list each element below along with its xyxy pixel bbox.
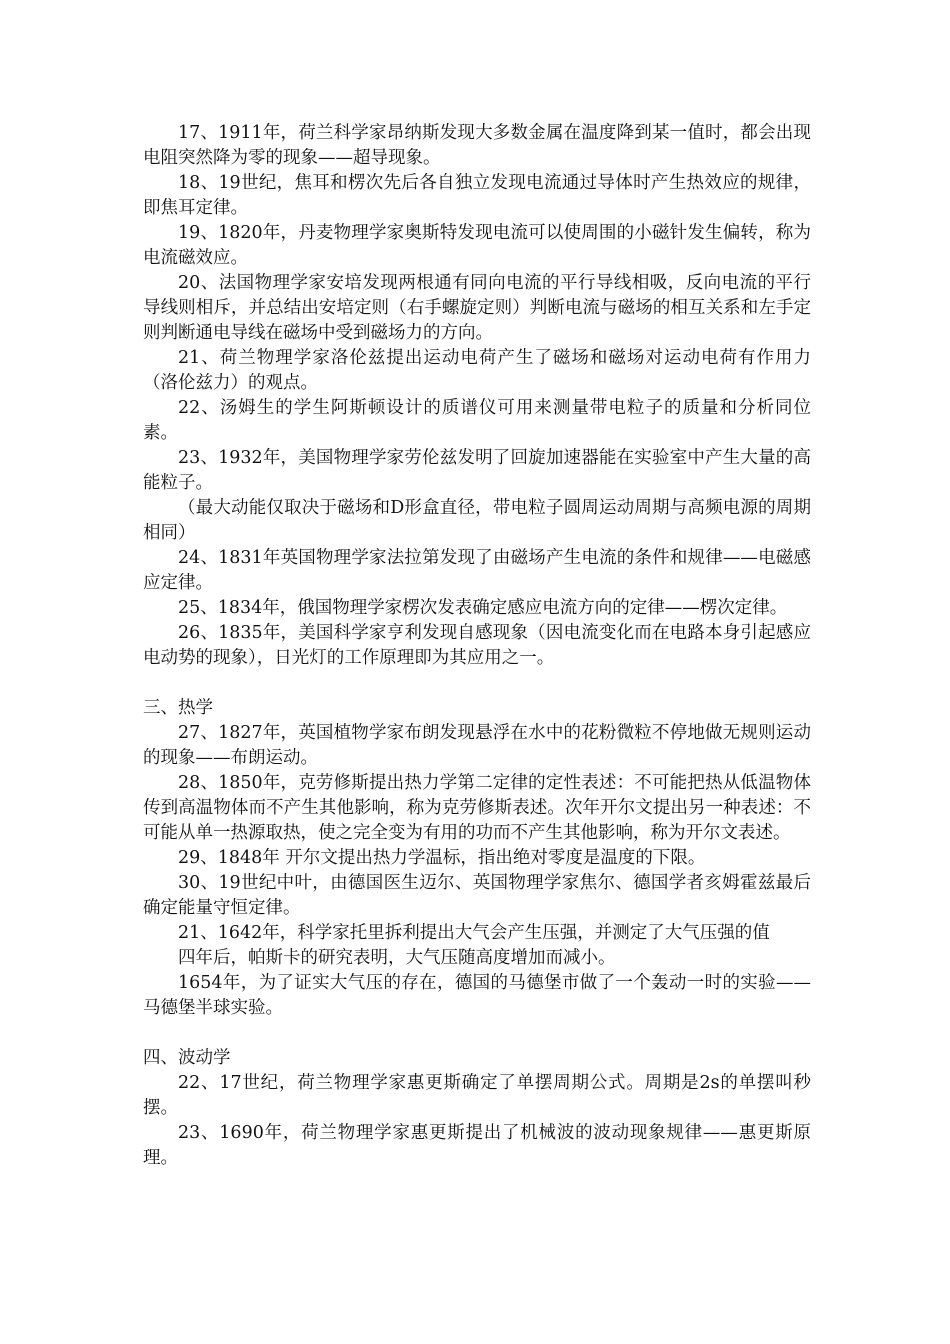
paragraph-23-note: （最大动能仅取决于磁场和D形盒直径，带电粒子圆周运动周期与高频电源的周期相同） — [143, 498, 811, 543]
paragraph-25: 25、1834年，俄国物理学家楞次发表确定感应电流方向的定律——楞次定律。 — [178, 598, 788, 618]
paragraph-24: 24、1831年英国物理学家法拉第发现了由磁场产生电流的条件和规律——电磁感应定律。 — [143, 548, 811, 593]
paragraph-pascal: 四年后，帕斯卡的研究表明，大气压随高度增加而减小。 — [178, 948, 616, 968]
paragraph-26: 26、1835年，美国科学家亨利发现自感现象（因电流变化而在电路本身引起感应电动势的现象），日光灯的工作原理即为其应用之一。 — [143, 623, 811, 668]
paragraph-21: 21、荷兰物理学家洛伦兹提出运动电荷产生了磁场和磁场对运动电荷有作用力（洛伦兹力）的观点。 — [143, 348, 811, 393]
paragraph-18: 18、19世纪，焦耳和楞次先后各自独立发现电流通过导体时产生热效应的规律，即焦耳定律。 — [143, 173, 811, 218]
paragraph-29: 29、1848年 开尔文提出热力学温标，指出绝对零度是温度的下限。 — [178, 848, 706, 868]
document-page — [143, 121, 811, 1171]
paragraph-17: 17、1911年，荷兰科学家昂纳斯发现大多数金属在温度降到某一值时，都会出现电阻突然降为零的现象——超导现象。 — [143, 123, 811, 168]
paragraph-21b: 21、1642年，科学家托里拆利提出大气会产生压强，并测定了大气压强的值 — [178, 923, 770, 943]
section-heading-waves: 四、波动学 — [143, 1048, 231, 1068]
paragraph-23: 23、1932年，美国物理学家劳伦兹发明了回旋加速器能在实验室中产生大量的高能粒子。 — [143, 448, 811, 493]
paragraph-23b: 23、1690年，荷兰物理学家惠更斯提出了机械波的波动现象规律——惠更斯原理。 — [143, 1123, 811, 1168]
paragraph-30: 30、19世纪中叶，由德国医生迈尔、英国物理学家焦尔、德国学者亥姆霍兹最后确定能量守恒定律。 — [143, 873, 811, 918]
section-heading-thermodynamics: 三、热学 — [143, 698, 213, 718]
paragraph-22: 22、汤姆生的学生阿斯顿设计的质谱仪可用来测量带电粒子的质量和分析同位素。 — [143, 398, 811, 443]
paragraph-20: 20、法国物理学家安培发现两根通有同向电流的平行导线相吸，反向电流的平行导线则相斥，并总结出安培定则（右手螺旋定则）判断电流与磁场的相互关系和左手定则判断通电导线在磁场中受到磁场力的方向。 — [143, 273, 811, 343]
section-spacer — [143, 671, 811, 696]
paragraph-19: 19、1820年，丹麦物理学家奥斯特发现电流可以使周围的小磁针发生偏转，称为电流磁效应。 — [143, 223, 811, 268]
paragraph-28: 28、1850年，克劳修斯提出热力学第二定律的定性表述：不可能把热从低温物体传到高温物体而不产生其他影响，称为克劳修斯表述。次年开尔文提出另一种表述：不可能从单一热源取热，使之完全变为有用的功而不产生其他影响，称为开尔文表述。 — [143, 773, 811, 843]
paragraph-22b: 22、17世纪，荷兰物理学家惠更斯确定了单摆周期公式。周期是2s的单摆叫秒摆。 — [143, 1073, 811, 1118]
section-spacer — [143, 1021, 811, 1046]
paragraph-magdeburg: 1654年，为了证实大气压的存在，德国的马德堡市做了一个轰动一时的实验——马德堡半球实验。 — [143, 973, 811, 1018]
paragraph-27: 27、1827年，英国植物学家布朗发现悬浮在水中的花粉微粒不停地做无规则运动的现象——布朗运动。 — [143, 723, 811, 768]
